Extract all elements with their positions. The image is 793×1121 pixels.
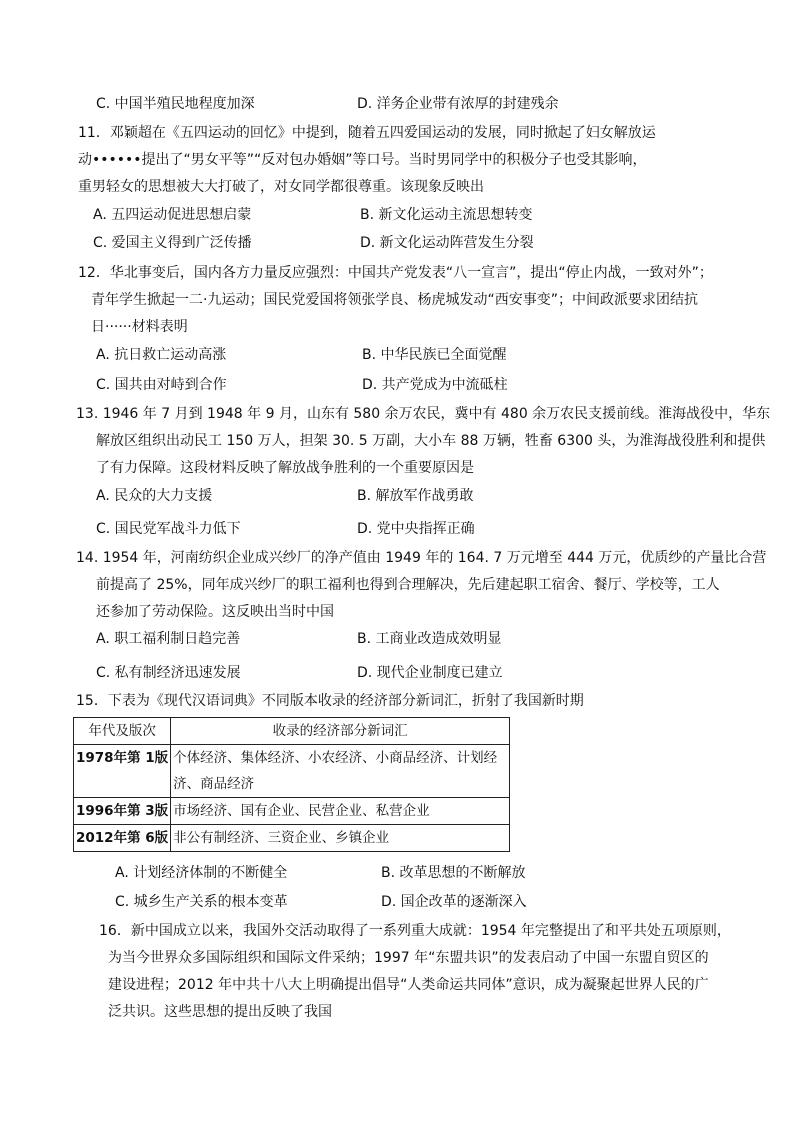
q14-option-a: A. 职工福利制日趋完善: [96, 631, 241, 647]
q11-stem-line2: 动••••••提出了“男女平等”“反对包办婚姻”等口号。当时男同学中的积极分子也受其影响，: [78, 152, 647, 168]
q13-option-b: B. 解放军作战勇敢: [357, 488, 474, 504]
table-header-row: [74, 718, 510, 745]
q13-option-c: C. 国民党军战斗力低下: [96, 521, 241, 537]
q15-stem-line1: 15．下表为《现代汉语词典》不同版本收录的经济部分新词汇，折射了我国新时期: [76, 693, 584, 709]
q11-stem-line1: 11．邓颖超在《五四运动的回忆》中提到，随着五四爱国运动的发展，同时掀起了妇女解放运: [78, 125, 656, 141]
q15-option-c: C. 城乡生产关系的根本变革: [115, 894, 288, 910]
table-row: [74, 825, 510, 852]
q12-option-d: D. 共产党成为中流砥柱: [362, 377, 508, 393]
q14-option-d: D. 现代企业制度已建立: [357, 665, 503, 681]
table-row: [74, 745, 510, 798]
table-header-cell: 收录的经济部分新词汇: [171, 718, 510, 745]
q12-stem-line2: 青年学生掀起一二·九运动；国民党爱国将领张学良、杨虎城发动“西安事变”；中间政派要求团结抗: [91, 292, 698, 308]
q16-stem-line4: 泛共识。这些思想的提出反映了我国: [108, 1004, 332, 1020]
q12-option-b: B. 中华民族已全面觉醒: [362, 347, 507, 363]
q15-option-a: A. 计划经济体制的不断健全: [115, 865, 288, 881]
table-row: [74, 798, 510, 825]
q14-stem-line1: 14. 1954 年，河南纺织企业成兴纱厂的净产值由 1949 年的 164. 7 万元增至 444 万元，优质纱的产量比合营: [76, 550, 767, 566]
q13-option-d: D. 党中央指挥正确: [357, 521, 475, 537]
q11-option-b: B. 新文化运动主流思想转变: [360, 207, 533, 223]
q10-option-d: D. 洋务企业带有浓厚的封建残余: [357, 96, 559, 112]
q14-option-b: B. 工商业改造成效明显: [357, 631, 502, 647]
table-cell-terms: 个体经济、集体经济、小农经济、小商品经济、计划经济、商品经济: [171, 745, 510, 798]
q16-stem-line1: 16．新中国成立以来，我国外交活动取得了一系列重大成就：1954 年完整提出了和平共处五项原则，: [99, 923, 731, 939]
q16-stem-line3: 建设进程；2012 年中共十八大上明确提出倡导“人类命运共同体”意识，成为凝聚起世界人民的广: [108, 977, 709, 993]
q12-stem-line1: 12．华北事变后，国内各方力量反应强烈：中国共产党发表“八一宣言”，提出“停止内战，一致对外”；: [78, 265, 713, 281]
q14-stem-line2: 前提高了 25%，同年成兴纱厂的职工福利也得到合理解决，先后建起职工宿舍、餐厅、学校等，工人: [96, 577, 720, 593]
q10-option-c: C. 中国半殖民地程度加深: [96, 96, 255, 112]
dictionary-vocabulary-table: [73, 717, 510, 852]
q15-option-b: B. 改革思想的不断解放: [381, 865, 526, 881]
table-cell-edition: 2012年第 6版: [74, 825, 171, 852]
table-header-cell: 年代及版次: [74, 718, 171, 745]
q13-stem-line1: 13. 1946 年 7 月到 1948 年 9 月，山东有 580 余万农民，冀中有 480 余万农民支援前线。淮海战役中，华东: [76, 406, 771, 422]
q12-option-c: C. 国共由对峙到合作: [96, 377, 227, 393]
table-cell-edition: 1996年第 3版: [74, 798, 171, 825]
q14-stem-line3: 还参加了劳动保险。这反映出当时中国: [96, 604, 334, 620]
table-cell-edition: 1978年第 1版: [74, 745, 171, 798]
q14-option-c: C. 私有制经济迅速发展: [96, 665, 241, 681]
table-cell-terms: 市场经济、国有企业、民营企业、私营企业: [171, 798, 510, 825]
q11-stem-line3: 重男轻女的思想被大大打破了，对女同学都很尊重。该现象反映出: [78, 179, 484, 195]
q16-stem-line2: 为当今世界众多国际组织和国际文件采纳；1997 年“东盟共识”的发表启动了中国一东盟自贸区的: [108, 950, 709, 966]
q11-option-a: A. 五四运动促进思想启蒙: [93, 207, 252, 223]
q11-option-d: D. 新文化运动阵营发生分裂: [360, 235, 534, 251]
q12-option-a: A. 抗日救亡运动高涨: [96, 347, 227, 363]
q15-option-d: D. 国企改革的逐渐深入: [381, 894, 527, 910]
q13-option-a: A. 民众的大力支援: [96, 488, 213, 504]
q13-stem-line3: 了有力保障。这段材料反映了解放战争胜利的一个重要原因是: [96, 460, 474, 476]
table-cell-terms: 非公有制经济、三资企业、乡镇企业: [171, 825, 510, 852]
q11-option-c: C. 爱国主义得到广泛传播: [93, 235, 252, 251]
q12-stem-line3: 日······材料表明: [91, 319, 188, 335]
q13-stem-line2: 解放区组织出动民工 150 万人，担架 30. 5 万副，大小车 88 万辆，牲畜 6300 头，为淮海战役胜利和提供: [96, 433, 766, 449]
